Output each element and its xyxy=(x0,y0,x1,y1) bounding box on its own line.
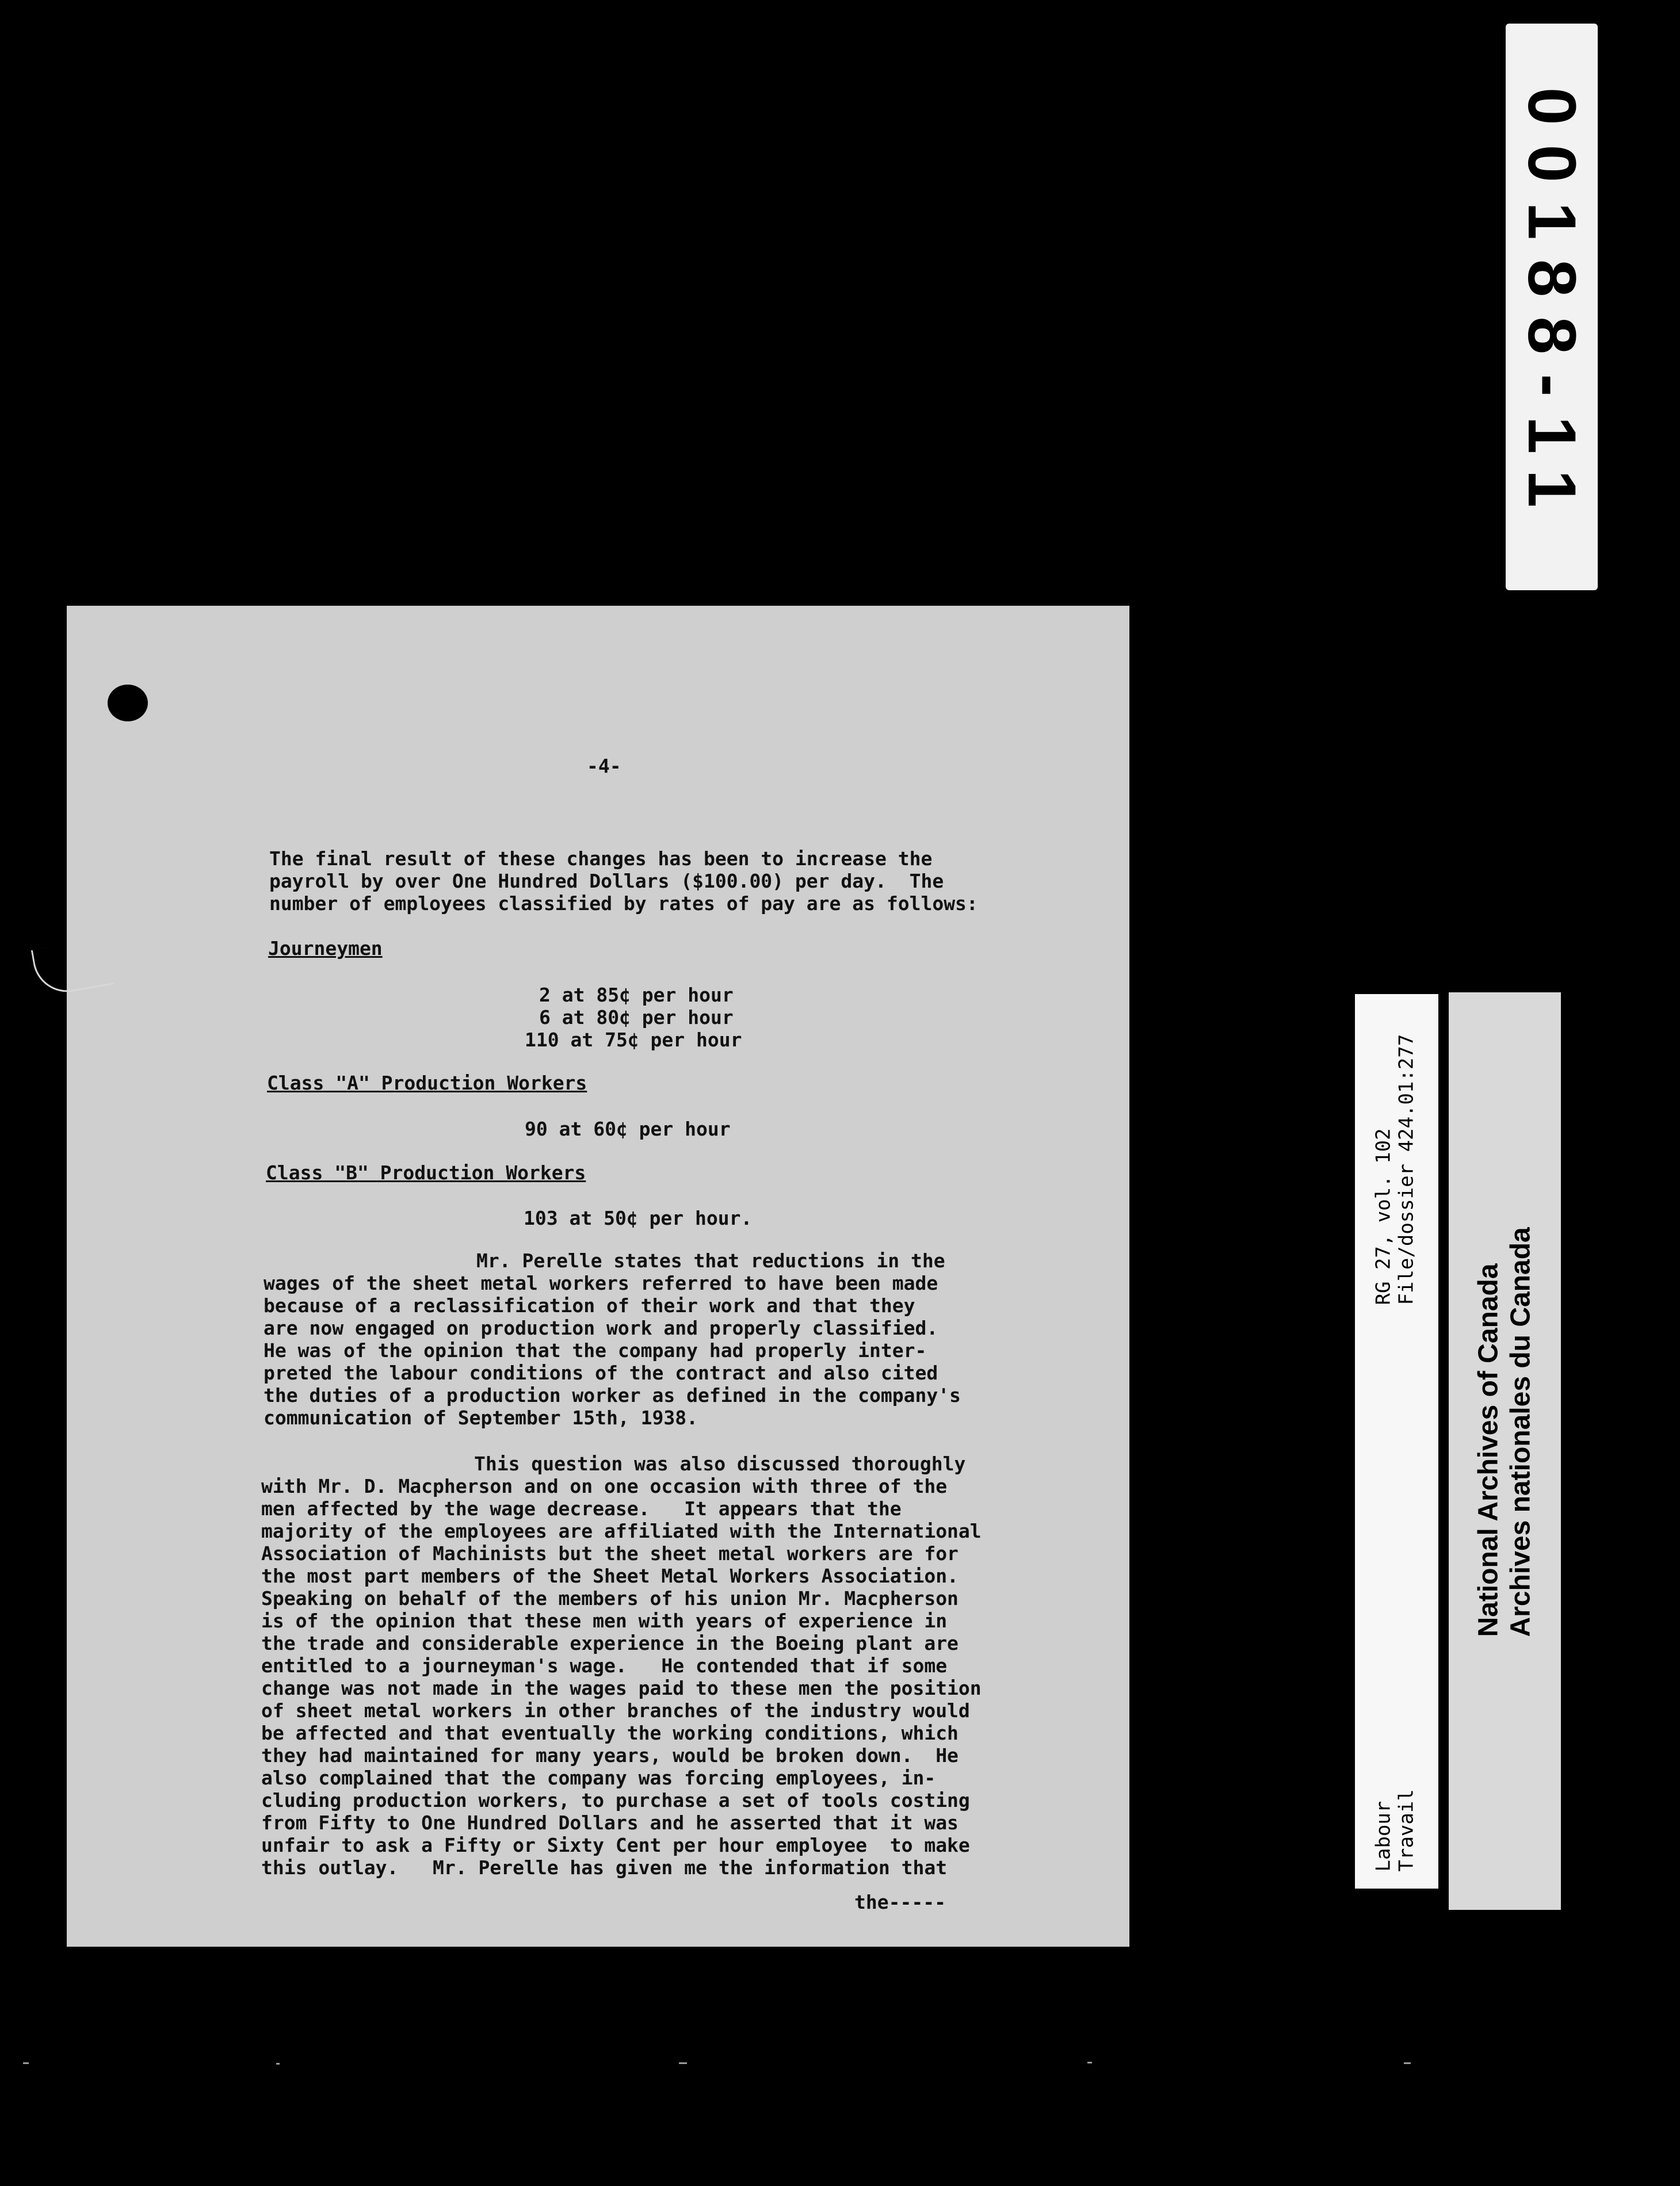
film-frame-label xyxy=(1506,24,1598,590)
reference-line: RG 27, vol. 102 xyxy=(1372,1128,1395,1305)
paragraph-line: is of the opinion that these men with years of experience in xyxy=(261,1610,948,1632)
film-frame-number: 00188-11 xyxy=(1514,87,1590,527)
intro-line: payroll by over One Hundred Dollars ($100.00) per day. The xyxy=(269,870,944,892)
intro-line: The final result of these changes has been to increase the xyxy=(269,847,933,870)
paragraph-line: Speaking on behalf of the members of his union Mr. Macpherson xyxy=(261,1587,959,1610)
film-dust xyxy=(276,2063,280,2065)
intro-line: number of employees classified by rates of pay are as follows: xyxy=(269,892,978,915)
rate-line: 2 at 85¢ per hour xyxy=(539,984,734,1006)
archive-reference-label xyxy=(1355,994,1438,1889)
paragraph-line: wages of the sheet metal workers referred to have been made xyxy=(264,1272,938,1294)
film-dust xyxy=(1087,2062,1092,2063)
film-dust xyxy=(23,2062,29,2064)
paragraph-line: this outlay. Mr. Perelle has given me the information that xyxy=(261,1856,948,1879)
paragraph-line: because of a reclassification of their work and that they xyxy=(264,1294,915,1317)
paragraph-line: with Mr. D. Macpherson and on one occasion with three of the xyxy=(261,1475,948,1497)
paragraph-line: be affected and that eventually the working conditions, which xyxy=(261,1722,959,1744)
archive-name-label xyxy=(1449,992,1561,1910)
paragraph-line: He was of the opinion that the company had properly inter- xyxy=(264,1339,927,1362)
paragraph-line: majority of the employees are affiliated with the International xyxy=(261,1520,982,1542)
rate-line: 110 at 75¢ per hour xyxy=(525,1029,742,1051)
paragraph-line: Association of Machinists but the sheet metal workers are for xyxy=(261,1542,959,1565)
reference-line: File/dossier 424.01:277 xyxy=(1395,1034,1418,1305)
section-heading-class-b: Class "B" Production Workers xyxy=(266,1161,586,1184)
paragraph-line: the most part members of the Sheet Metal Workers Association. xyxy=(261,1565,959,1587)
film-dust xyxy=(679,2062,687,2064)
archive-name-french: Archives nationales du Canada xyxy=(1505,1226,1536,1637)
section-heading-class-a: Class "A" Production Workers xyxy=(267,1072,587,1094)
paragraph-line: preted the labour conditions of the contract and also cited xyxy=(264,1362,938,1384)
paragraph-line: men affected by the wage decrease. It appears that the xyxy=(261,1497,902,1520)
paragraph-line: the duties of a production worker as defined in the company's xyxy=(264,1384,961,1407)
punch-hole xyxy=(108,685,148,721)
paragraph-line: cluding production workers, to purchase a set of tools costing xyxy=(261,1789,970,1812)
reference-line: Labour xyxy=(1372,1801,1395,1871)
rate-line: 6 at 80¢ per hour xyxy=(539,1006,734,1029)
paragraph-line: communication of September 15th, 1938. xyxy=(264,1407,698,1429)
paragraph-line: entitled to a journeyman's wage. He contended that if some xyxy=(261,1654,948,1677)
paragraph-line: are now engaged on production work and properly classified. xyxy=(264,1317,938,1339)
section-heading-journeymen: Journeymen xyxy=(268,937,383,960)
archive-name-english: National Archives of Canada xyxy=(1473,1263,1503,1637)
film-dust xyxy=(1404,2062,1411,2064)
paragraph-line: they had maintained for many years, would be broken down. He xyxy=(261,1744,959,1767)
paragraph-line: from Fifty to One Hundred Dollars and he asserted that it was xyxy=(261,1812,959,1834)
reference-line: Travail xyxy=(1395,1788,1418,1871)
rate-line: 103 at 50¢ per hour. xyxy=(524,1207,753,1229)
rate-line: 90 at 60¢ per hour xyxy=(525,1118,731,1140)
paragraph-line: the trade and considerable experience in the Boeing plant are xyxy=(261,1632,959,1654)
paragraph-line: This question was also discussed thoroughly xyxy=(474,1453,966,1475)
page-number: -4- xyxy=(587,755,621,777)
paragraph-line: change was not made in the wages paid to these men the position xyxy=(261,1677,982,1699)
paragraph-line: of sheet metal workers in other branches of the industry would xyxy=(261,1699,970,1722)
paragraph-line: Mr. Perelle states that reductions in the xyxy=(476,1249,945,1272)
paragraph-line: unfair to ask a Fifty or Sixty Cent per hour employee to make xyxy=(261,1834,970,1856)
continuation-marker: the----- xyxy=(854,1891,946,1913)
paragraph-line: also complained that the company was forcing employees, in- xyxy=(261,1767,936,1789)
